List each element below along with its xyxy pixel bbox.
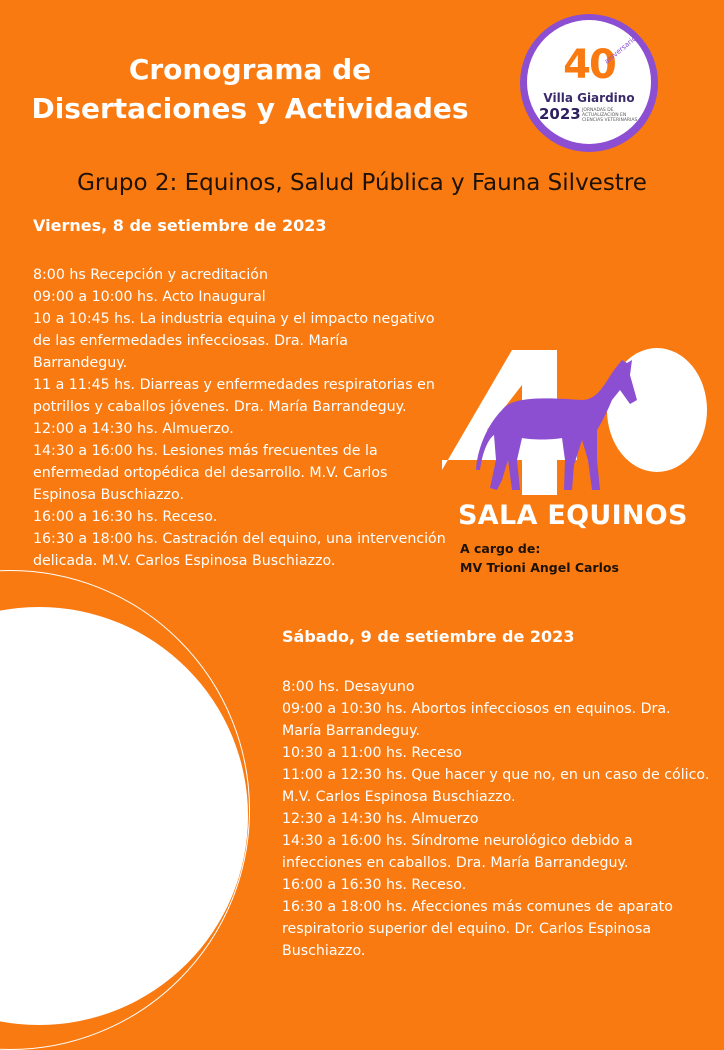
schedule-line: enfermedad ortopédica del desarrollo. M.V. Carlos — [33, 465, 388, 481]
charge-name: MV Trioni Angel Carlos — [460, 560, 619, 575]
badge-subtitle: JORNADAS DE ACTUALIZACIÓN EN CIENCIAS VETERINARIAS — [582, 108, 638, 123]
schedule-line: delicada. M.V. Carlos Espinosa Buschiazzo. — [33, 553, 336, 569]
schedule-line: 11:00 a 12:30 hs. Que hacer y que no, en un caso de cólico. — [282, 767, 710, 783]
friday-heading: Viernes, 8 de setiembre de 2023 — [33, 216, 327, 235]
title-line-2: Disertaciones y Actividades — [31, 92, 469, 125]
schedule-line: 16:00 a 16:30 hs. Receso. — [282, 877, 467, 893]
badge-aniversario: aniversario — [602, 34, 639, 66]
schedule-line: Barrandeguy. — [33, 355, 128, 371]
schedule-line: Buschiazzo. — [282, 943, 366, 959]
schedule-line: 09:00 a 10:30 hs. Abortos infecciosos en equinos. Dra. — [282, 701, 671, 717]
schedule-line: 8:00 hs. Desayuno — [282, 679, 415, 695]
schedule-line: 11 a 11:45 hs. Diarreas y enfermedades respiratorias en — [33, 377, 435, 393]
schedule-line: potrillos y caballos jóvenes. Dra. María Barrandeguy. — [33, 399, 407, 415]
schedule-line: 16:30 a 18:00 hs. Castración del equino, una intervención — [33, 531, 446, 547]
decorative-ring — [0, 570, 250, 1050]
badge-year: 2023 — [539, 105, 581, 123]
friday-schedule — [33, 264, 458, 572]
schedule-line: 14:30 a 16:00 hs. Síndrome neurológico debido a — [282, 833, 633, 849]
schedule-line: 10:30 a 11:00 hs. Receso — [282, 745, 462, 761]
badge-number: 40 — [563, 42, 615, 88]
schedule-line: María Barrandeguy. — [282, 723, 421, 739]
charge-label: A cargo de: — [460, 541, 541, 556]
schedule-line: 14:30 a 16:00 hs. Lesiones más frecuentes de la — [33, 443, 378, 459]
schedule-line: 09:00 a 10:00 hs. Acto Inaugural — [33, 289, 266, 305]
schedule-line: infecciones en caballos. Dra. María Barrandeguy. — [282, 855, 629, 871]
schedule-line: 8:00 hs Recepción y acreditación — [33, 267, 268, 283]
schedule-line: M.V. Carlos Espinosa Buschiazzo. — [282, 789, 516, 805]
title-line-1: Cronograma de — [128, 53, 372, 86]
sala-title: SALA EQUINOS — [458, 500, 688, 531]
horse-40-graphic — [432, 330, 712, 510]
badge-place: Villa Giardino — [543, 91, 635, 105]
group-heading: Grupo 2: Equinos, Salud Pública y Fauna Silvestre — [77, 170, 647, 196]
schedule-line: 16:30 a 18:00 hs. Afecciones más comunes de aparato — [282, 899, 673, 915]
schedule-line: de las enfermedades infecciosas. Dra. María — [33, 333, 348, 349]
schedule-line: 10 a 10:45 hs. La industria equina y el impacto negativo — [33, 311, 435, 327]
anniversary-logo — [527, 20, 651, 144]
schedule-line: 12:00 a 14:30 hs. Almuerzo. — [33, 421, 234, 437]
page-title — [0, 50, 500, 128]
saturday-schedule — [282, 676, 712, 962]
saturday-heading: Sábado, 9 de setiembre de 2023 — [282, 627, 575, 646]
schedule-line: Espinosa Buschiazzo. — [33, 487, 184, 503]
sala-charge — [460, 539, 619, 577]
schedule-line: 12:30 a 14:30 hs. Almuerzo — [282, 811, 479, 827]
schedule-line: 16:00 a 16:30 hs. Receso. — [33, 509, 218, 525]
schedule-line: respiratorio superior del equino. Dr. Carlos Espinosa — [282, 921, 652, 937]
